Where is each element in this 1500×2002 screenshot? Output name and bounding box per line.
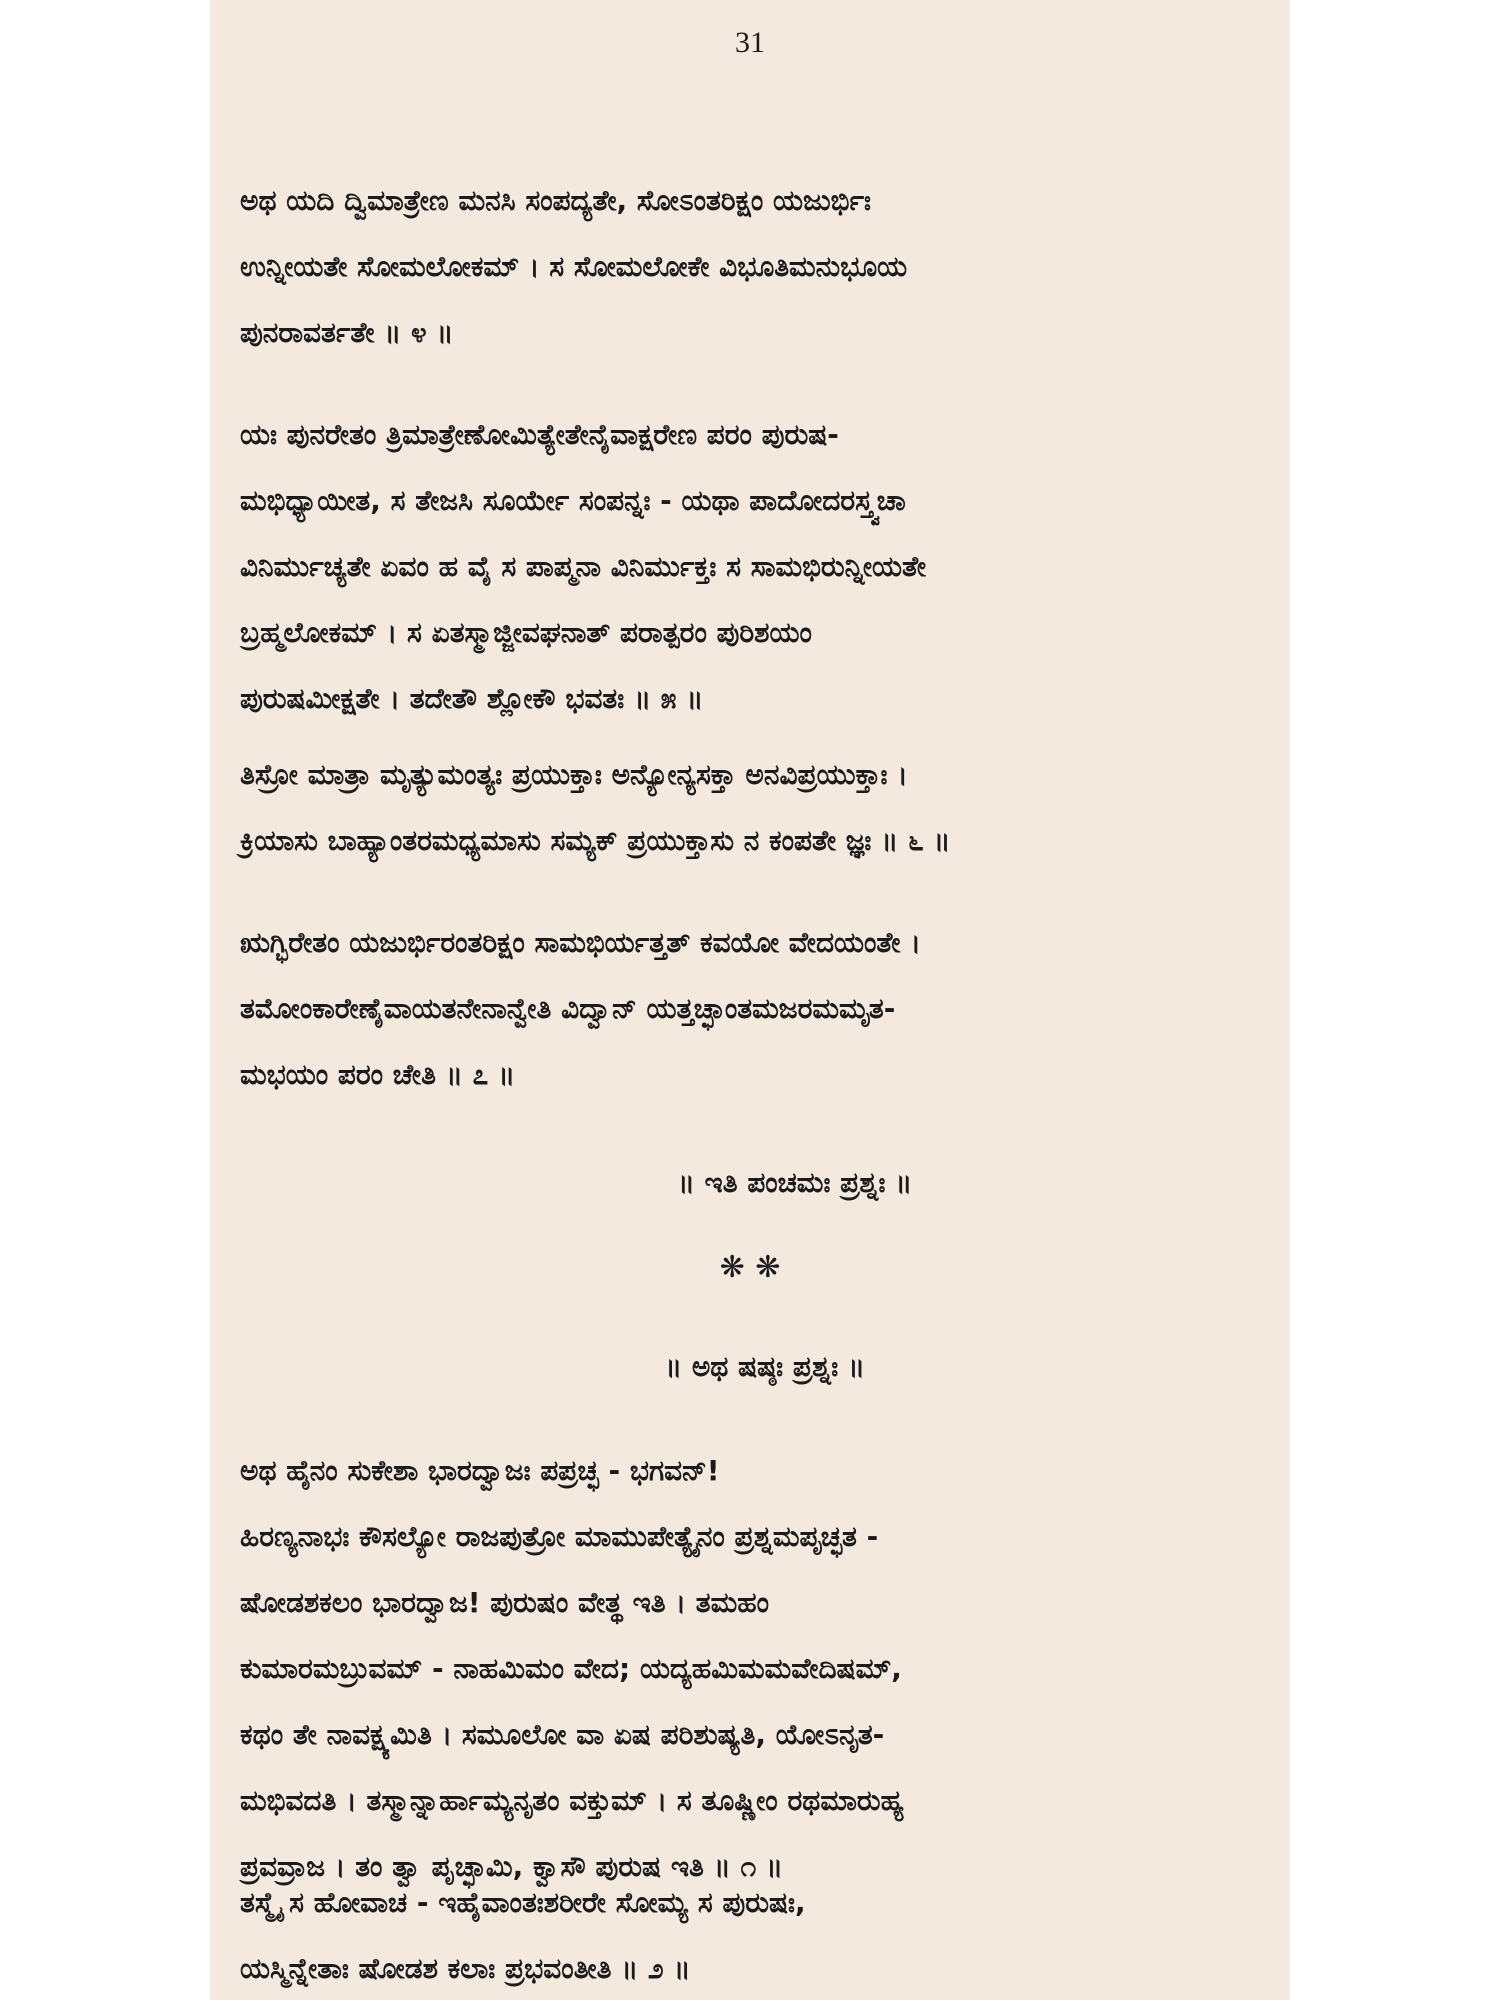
text-line: ವಿನಿರ್ಮುಚ್ಯತೇ ಏವಂ ಹ ವೈ ಸ ಪಾಪ್ಮನಾ ವಿನಿರ್ಮುಕ್ತಃ ಸ ಸಾಮಭಿರುನ್ನೀಯತೇ [240, 550, 927, 583]
section-heading: ॥ ಅಥ ಷಷ್ಠಃ ಪ್ರಶ್ನಃ ॥ [664, 1350, 866, 1383]
text-line: ಪ್ರವವ್ರಾಜ । ತಂ ತ್ವಾ ಪೃಚ್ಛಾಮಿ, ಕ್ವಾಸೌ ಪುರುಷ ಇತಿ ॥ ೧ ॥ [240, 1850, 783, 1883]
text-line: ಮಭಿಧ್ಯಾಯೀತ, ಸ ತೇಜಸಿ ಸೂರ್ಯೇ ಸಂಪನ್ನಃ - ಯಥಾ ಪಾದೋದರಸ್ತ್ವಚಾ [240, 484, 906, 517]
text-line: ಋಗ್ಭಿರೇತಂ ಯಜುರ್ಭಿರಂತರಿಕ್ಷಂ ಸಾಮಭಿರ್ಯತ್ತತ್ ಕವಯೋ ವೇದಯಂತೇ । [240, 926, 921, 959]
text-line: ಕಥಂ ತೇ ನಾವಕ್ಷ್ಯಮಿತಿ । ಸಮೂಲೋ ವಾ ಏಷ ಪರಿಶುಷ್ಯತಿ, ಯೋಽನೃತ- [240, 1718, 885, 1751]
text-line: ಕುಮಾರಮಬ್ರುವಮ್ - ನಾಹಮಿಮಂ ವೇದ; ಯದ್ಯಹಮಿಮಮವೇದಿಷಮ್, [240, 1652, 902, 1685]
text-line: ತಮೋಂಕಾರೇಣೈವಾಯತನೇನಾನ್ವೇತಿ ವಿದ್ವಾನ್ ಯತ್ತಚ್ಛಾಂತಮಜರಮಮೃತ- [240, 992, 896, 1025]
page-number: 31 [735, 26, 765, 59]
text-line: ಹಿರಣ್ಯನಾಭಃ ಕೌಸಲ್ಯೋ ರಾಜಪುತ್ರೋ ಮಾಮುಪೇತ್ಯೈನಂ ಪ್ರಶ್ನಮಪೃಚ್ಛತ - [240, 1520, 879, 1553]
text-line: ಅಥ ಯದಿ ದ್ವಿಮಾತ್ರೇಣ ಮನಸಿ ಸಂಪದ್ಯತೇ, ಸೋಽಂತರಿಕ್ಷಂ ಯಜುರ್ಭಿಃ [240, 184, 871, 217]
text-line: ಉನ್ನೀಯತೇ ಸೋಮಲೋಕಮ್ । ಸ ಸೋಮಲೋಕೇ ವಿಭೂತಿಮನುಭೂಯ [240, 250, 908, 283]
text-line: ಪುನರಾವರ್ತತೇ ॥ ೪ ॥ [240, 316, 454, 349]
text-line: ಮಭಯಂ ಪರಂ ಚೇತಿ ॥ ೭ ॥ [240, 1058, 516, 1091]
verse-7 [240, 910, 1260, 1108]
text-line: ಮಭಿವದತಿ । ತಸ್ಮಾನ್ನಾರ್ಹಾಮ್ಯನೃತಂ ವಕ್ತುಮ್ । ಸ ತೂಷ್ಣೀಂ ರಥಮಾರುಹ್ಯ [240, 1784, 904, 1817]
verse-5 [240, 402, 1260, 732]
text-line: ಯಸ್ಮಿನ್ನೇತಾಃ ಷೋಡಶ ಕಲಾಃ ಪ್ರಭವಂತೀತಿ ॥ ೨ ॥ [240, 1952, 691, 1985]
book-page [210, 0, 1290, 2000]
verse-6 [240, 742, 1260, 874]
text-line: ತಿಸ್ರೋ ಮಾತ್ರಾ ಮೃತ್ಯುಮಂತ್ಯಃ ಪ್ರಯುಕ್ತಾಃ ಅನ್ಯೋನ್ಯಸಕ್ತಾ ಅನವಿಪ್ರಯುಕ್ತಾಃ । [240, 758, 908, 791]
text-line: ಷೋಡಶಕಲಂ ಭಾರದ್ವಾಜ! ಪುರುಷಂ ವೇತ್ಥ ಇತಿ । ತಮಹಂ [240, 1586, 770, 1619]
text-line: ಅಥ ಹೈನಂ ಸುಕೇಶಾ ಭಾರದ್ವಾಜಃ ಪಪ್ರಚ್ಛ - ಭಗವನ್! [240, 1454, 720, 1487]
chapter-colophon: ॥ ಇತಿ ಪಂಚಮಃ ಪ್ರಶ್ನಃ ॥ [677, 1166, 913, 1199]
text-line: ಬ್ರಹ್ಮಲೋಕಮ್ । ಸ ಏತಸ್ಮಾಜ್ಜೀವಘನಾತ್ ಪರಾತ್ಪರಂ ಪುರಿಶಯಂ [240, 616, 812, 649]
text-line: ತಸ್ಮೈ ಸ ಹೋವಾಚ - ಇಹೈವಾಂತಃಶರೀರೇ ಸೋಮ್ಯ ಸ ಪುರುಷಃ, [240, 1886, 806, 1919]
verse-6-1 [240, 1438, 1260, 1900]
ornament: ❋ ❋ [719, 1250, 781, 1285]
text-line: ಕ್ರಿಯಾಸು ಬಾಹ್ಯಾಂತರಮಧ್ಯಮಾಸು ಸಮ್ಯಕ್ ಪ್ರಯುಕ್ತಾಸು ನ ಕಂಪತೇ ಜ್ಞಃ ॥ ೬ ॥ [240, 824, 951, 857]
text-line: ಯಃ ಪುನರೇತಂ ತ್ರಿಮಾತ್ರೇಣೋಮಿತ್ಯೇತೇನೈವಾಕ್ಷರೇಣ ಪರಂ ಪುರುಷ- [240, 418, 839, 451]
verse-6-2 [240, 1870, 1260, 2002]
verse-4 [240, 168, 1260, 366]
text-line: ಪುರುಷಮೀಕ್ಷತೇ । ತದೇತೌ ಶ್ಲೋಕೌ ಭವತಃ ॥ ೫ ॥ [240, 682, 704, 715]
